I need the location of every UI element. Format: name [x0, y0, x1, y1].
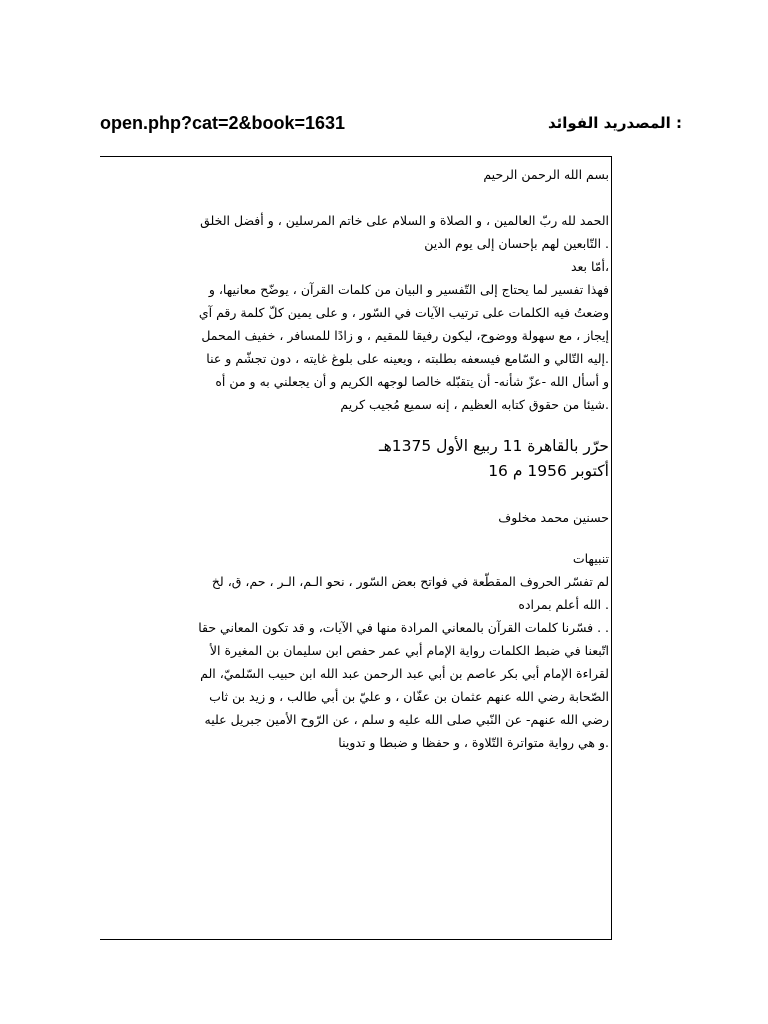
header — [0, 110, 768, 138]
spacer — [198, 484, 609, 506]
document-content — [198, 163, 609, 754]
note-line: رضي الله عنهم- عن النّبي صلى الله عليه و سلم ، عن الرّوح الأمين جبريل عليه — [204, 712, 609, 727]
note-line: .و هي رواية متواترة التّلاوة ، و حفظا و ضبطا و تدوينا — [338, 735, 609, 750]
date-line: حرّر بالقاهرة 11 ربيع الأول 1375هـ — [379, 437, 609, 455]
note-line: لم تفسّر الحروف المقطّعة في فواتح بعض السّور ، نحو الـم، الـر ، حم، ق، لخ — [211, 574, 609, 589]
document-frame — [100, 156, 612, 940]
source-url: open.php?cat=2&book=1631 — [100, 113, 346, 133]
note-line: الصّحابة رضي الله عنهم عثمان بن عفّان ، و عليّ بن أبي طالب ، و زيد بن ثاب — [209, 689, 609, 704]
notes-heading: تنبيهات — [572, 551, 609, 566]
basmala: بسم الله الرحمن الرحيم — [483, 167, 609, 182]
note-line: اتّبعنا في ضبط الكلمات رواية الإمام أبي عمر حفص ابن سليمان بن المغيرة الأ — [209, 643, 609, 658]
intro-line: فهذا تفسير لما يحتاج إلى التّفسير و البيان من كلمات القرآن ، يوضّح معانيها، و — [208, 282, 609, 297]
intro-line: ،أمّا بعد — [570, 259, 609, 274]
author-name: حسنين محمد مخلوف — [498, 510, 609, 525]
spacer — [198, 529, 609, 547]
intro-line: و أسأل الله -عزّ شأنه- أن يتقبّله خالصا لوجهه الكريم و أن يجعلني به و من أه — [215, 374, 609, 389]
source-label: : المصدريد الفوائد — [547, 114, 682, 132]
note-line: . . فسّرنا كلمات القرآن بالمعاني المرادة منها في الآيات، و قد تكون المعاني حقا — [198, 620, 609, 635]
date-line: أكتوبر 1956 م 16 — [488, 462, 609, 480]
intro-line: .شيئا من حقوق كتابه العظيم ، إنه سميع مُجيب كريم — [340, 397, 609, 412]
note-line: لقراءة الإمام أبي بكر عاصم بن أبي عبد الرحمن عبد الله ابن حبيب السّلميّ، الم — [200, 666, 609, 681]
intro-line: الحمد لله ربّ العالمين ، و الصلاة و السلام على خاتم المرسلين ، و أفضل الخلق — [200, 213, 609, 228]
intro-line: . التّابعين لهم بإحسان إلى يوم الدين — [424, 236, 609, 251]
spacer — [198, 186, 609, 209]
note-line: . الله أعلم بمراده — [518, 597, 609, 612]
intro-line: إيجاز ، مع سهولة ووضوح، ليكون رفيقا للمقيم ، و زادًا للمسافر ، خفيف المحمل — [201, 328, 609, 343]
intro-line: وضعتُ فيه الكلمات على ترتيب الآيات في السّور ، و على يمين كلّ كلمة رقم آي — [198, 305, 609, 320]
intro-line: .إليه التّالي و السّامع فيسعفه بطلبته ، ويعينه على بلوغ غايته ، دون تجشّم و عنا — [206, 351, 609, 366]
spacer — [198, 416, 609, 434]
